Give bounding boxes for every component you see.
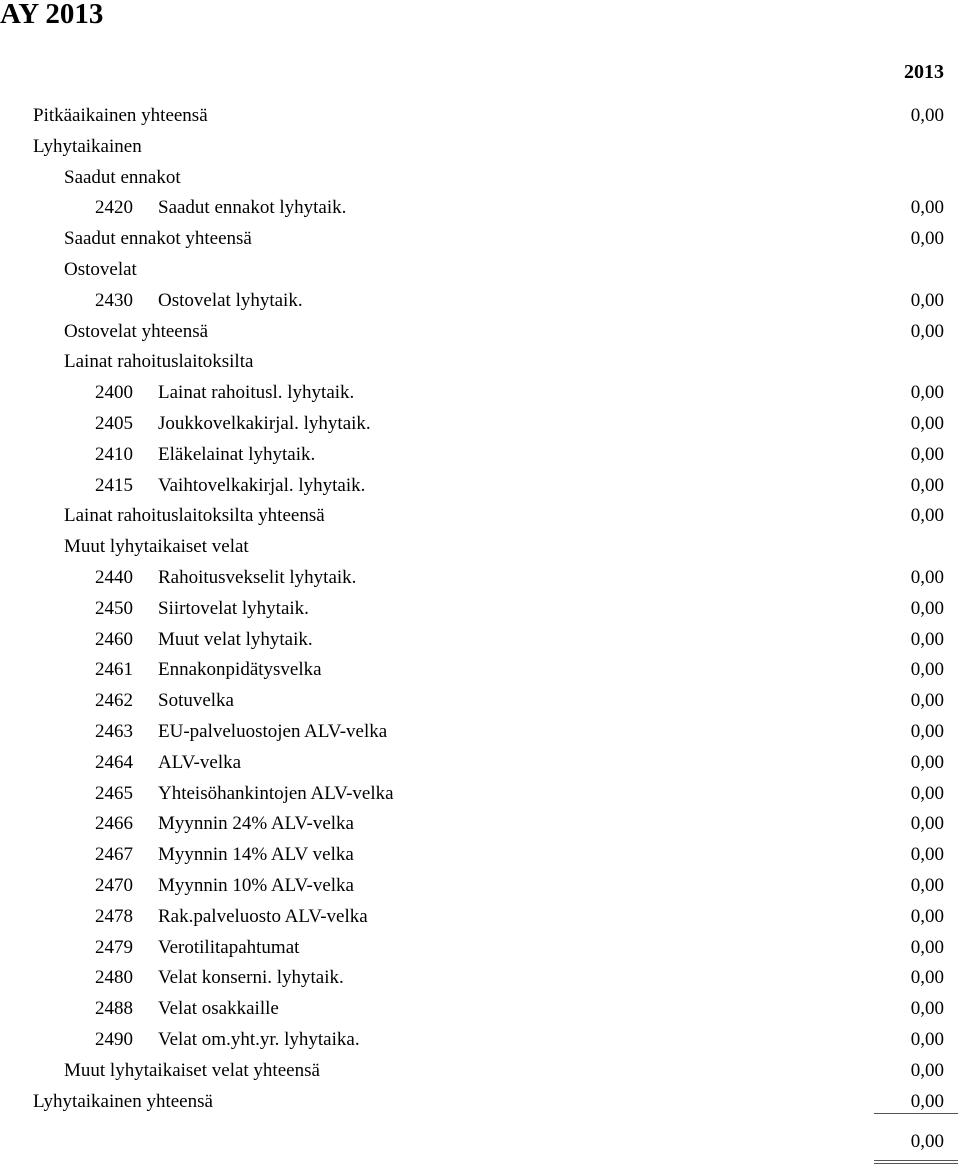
table-row xyxy=(0,193,960,224)
amount-value: 0,00 xyxy=(910,382,944,404)
table-row xyxy=(0,1056,960,1087)
account-code: 2450 xyxy=(95,597,133,619)
amount-value: 0,00 xyxy=(910,751,944,773)
account-code: 2460 xyxy=(95,628,133,650)
account-code: 2479 xyxy=(95,936,133,958)
amount-value: 0,00 xyxy=(910,1090,944,1112)
account-name: Muut velat lyhytaik. xyxy=(158,628,313,650)
year-column-header: 2013 xyxy=(904,61,944,83)
total-rule-top xyxy=(874,1113,958,1114)
account-code: 2440 xyxy=(95,566,133,588)
account-code: 2405 xyxy=(95,412,133,434)
amount-value: 0,00 xyxy=(910,289,944,311)
account-code: 2415 xyxy=(95,474,133,496)
account-code: 2400 xyxy=(95,382,133,404)
table-row xyxy=(0,378,960,409)
account-code: 2461 xyxy=(95,659,133,681)
account-name: Lainat rahoitusl. lyhytaik. xyxy=(158,382,355,404)
group-label: Muut lyhytaikaiset velat yhteensä xyxy=(64,1059,320,1081)
table-row xyxy=(0,779,960,810)
amount-value: 0,00 xyxy=(910,690,944,712)
account-code: 2478 xyxy=(95,905,133,927)
amount-value: 0,00 xyxy=(910,412,944,434)
table-row xyxy=(0,717,960,748)
account-name: Yhteisöhankintojen ALV-velka xyxy=(158,782,394,804)
amount-value: 0,00 xyxy=(910,659,944,681)
amount-value: 0,00 xyxy=(910,1028,944,1050)
table-row xyxy=(0,255,960,286)
account-code: 2462 xyxy=(95,690,133,712)
account-code: 2480 xyxy=(95,967,133,989)
account-name: Sotuvelka xyxy=(158,690,234,712)
account-code: 2465 xyxy=(95,782,133,804)
grand-total-value: 0,00 xyxy=(910,1131,944,1152)
account-name: Vaihtovelkakirjal. lyhytaik. xyxy=(158,474,366,496)
account-code: 2466 xyxy=(95,813,133,835)
table-row xyxy=(0,501,960,532)
account-code: 2464 xyxy=(95,751,133,773)
account-name: Rak.palveluosto ALV-velka xyxy=(158,905,368,927)
table-row xyxy=(0,594,960,625)
section-label: Lyhytaikainen xyxy=(33,135,142,157)
amount-value: 0,00 xyxy=(910,505,944,527)
group-label: Ostovelat xyxy=(64,258,137,280)
section-label: Lyhytaikainen yhteensä xyxy=(33,1090,213,1112)
group-label: Lainat rahoituslaitoksilta xyxy=(64,351,254,373)
account-name: Siirtovelat lyhytaik. xyxy=(158,597,309,619)
group-label: Lainat rahoituslaitoksilta yhteensä xyxy=(64,505,325,527)
table-row xyxy=(0,409,960,440)
table-row xyxy=(0,347,960,378)
account-code: 2488 xyxy=(95,998,133,1020)
account-name: ALV-velka xyxy=(158,751,242,773)
table-row xyxy=(0,532,960,563)
account-code: 2467 xyxy=(95,844,133,866)
table-row xyxy=(0,471,960,502)
table-row xyxy=(0,163,960,194)
account-name: Ennakonpidätysvelka xyxy=(158,659,322,681)
amount-value: 0,00 xyxy=(910,474,944,496)
total-rule-bottom-2 xyxy=(874,1163,958,1164)
amount-value: 0,00 xyxy=(910,813,944,835)
amount-value: 0,00 xyxy=(910,905,944,927)
account-name: Myynnin 10% ALV-velka xyxy=(158,874,354,896)
account-code: 2430 xyxy=(95,289,133,311)
account-name: Saadut ennakot lyhytaik. xyxy=(158,197,347,219)
account-name: Ostovelat lyhytaik. xyxy=(158,289,303,311)
amount-value: 0,00 xyxy=(910,936,944,958)
table-row xyxy=(0,963,960,994)
account-name: Verotilitapahtumat xyxy=(158,936,300,958)
account-name: Velat om.yht.yr. lyhytaika. xyxy=(158,1028,360,1050)
account-name: EU-palveluostojen ALV-velka xyxy=(158,720,388,742)
table-row xyxy=(0,902,960,933)
account-code: 2470 xyxy=(95,874,133,896)
account-code: 2420 xyxy=(95,197,133,219)
table-row xyxy=(0,994,960,1025)
group-label: Saadut ennakot xyxy=(64,166,181,188)
table-row xyxy=(0,748,960,779)
table-row xyxy=(0,933,960,964)
account-name: Myynnin 14% ALV velka xyxy=(158,844,354,866)
table-row xyxy=(0,563,960,594)
amount-value: 0,00 xyxy=(910,566,944,588)
table-row xyxy=(0,1087,960,1118)
table-row xyxy=(0,224,960,255)
account-name: Velat osakkaille xyxy=(158,998,279,1020)
account-name: Rahoitusvekselit lyhytaik. xyxy=(158,566,357,588)
account-name: Myynnin 24% ALV-velka xyxy=(158,813,354,835)
table-row xyxy=(0,132,960,163)
total-rule-bottom-1 xyxy=(874,1160,958,1161)
amount-value: 0,00 xyxy=(910,105,944,126)
group-label: Ostovelat yhteensä xyxy=(64,320,209,342)
account-code: 2490 xyxy=(95,1028,133,1050)
account-code: 2463 xyxy=(95,720,133,742)
table-row xyxy=(0,871,960,902)
amount-value: 0,00 xyxy=(910,320,944,342)
table-row xyxy=(0,440,960,471)
balance-sheet-rows xyxy=(0,101,960,1117)
amount-value: 0,00 xyxy=(910,228,944,250)
table-row xyxy=(0,840,960,871)
amount-value: 0,00 xyxy=(910,597,944,619)
amount-value: 0,00 xyxy=(910,197,944,219)
table-row xyxy=(0,625,960,656)
table-row xyxy=(0,1025,960,1056)
amount-value: 0,00 xyxy=(910,874,944,896)
table-row xyxy=(0,317,960,348)
amount-value: 0,00 xyxy=(910,967,944,989)
amount-value: 0,00 xyxy=(910,1059,944,1081)
table-row xyxy=(0,686,960,717)
account-name: Joukkovelkakirjal. lyhytaik. xyxy=(158,412,371,434)
table-row xyxy=(0,286,960,317)
amount-value: 0,00 xyxy=(910,720,944,742)
table-row xyxy=(0,809,960,840)
amount-value: 0,00 xyxy=(910,844,944,866)
page-title: AY 2013 xyxy=(0,0,104,30)
account-name: Velat konserni. lyhytaik. xyxy=(158,967,344,989)
amount-value: 0,00 xyxy=(910,998,944,1020)
account-code: 2410 xyxy=(95,443,133,465)
table-row xyxy=(0,101,960,132)
table-row xyxy=(0,655,960,686)
account-name: Eläkelainat lyhytaik. xyxy=(158,443,316,465)
section-label: Pitkäaikainen yhteensä xyxy=(33,105,208,126)
amount-value: 0,00 xyxy=(910,628,944,650)
amount-value: 0,00 xyxy=(910,782,944,804)
group-label: Muut lyhytaikaiset velat xyxy=(64,536,249,558)
group-label: Saadut ennakot yhteensä xyxy=(64,228,252,250)
amount-value: 0,00 xyxy=(910,443,944,465)
